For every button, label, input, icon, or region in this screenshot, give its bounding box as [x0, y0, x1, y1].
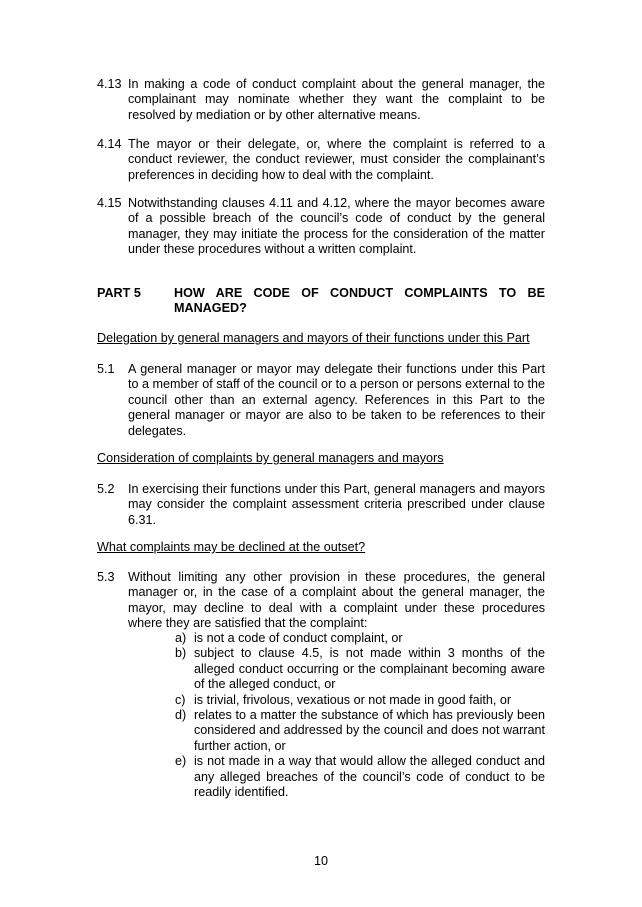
subheading-declined: What complaints may be declined at the outset?	[97, 540, 366, 554]
list-item-letter: c)	[175, 692, 186, 707]
part-heading	[97, 286, 545, 317]
list-item-letter: d)	[175, 708, 187, 723]
clause-5-1	[97, 362, 545, 439]
part-number: PART 5	[97, 286, 141, 300]
clause-text: The mayor or their delegate, or, where the complaint is referred to a conduct reviewer, the conduct reviewer, must consider the complainant’s preferences in deciding how to deal with the complaint.	[128, 137, 545, 182]
list-item-text: is trivial, frivolous, vexatious or not made in good faith, or	[194, 692, 512, 707]
subheading-consideration: Consideration of complaints by general managers and mayors	[97, 451, 444, 465]
list-item	[175, 754, 545, 800]
clause-number: 5.1	[97, 362, 115, 376]
clause-text: Notwithstanding clauses 4.11 and 4.12, where the mayor becomes aware of a possible breach of the council’s code of conduct by the general manager, they may initiate the process for the consideration of the matter under these procedures without a written complaint.	[128, 196, 545, 257]
clause-text: In making a code of conduct complaint about the general manager, the complainant may nominate whether they want the complaint to be resolved by mediation or by other alternative means.	[128, 77, 545, 122]
clause-number: 4.15	[97, 196, 122, 210]
list-item-letter: e)	[175, 754, 187, 769]
clause-text: A general manager or mayor may delegate their functions under this Part to a member of staff of the council or to a person or persons external to the council other than an external agency. References in this Part to the general manager or mayor are also to be taken to be references to their delegates.	[128, 362, 545, 438]
list-item-text: is not a code of conduct complaint, or	[194, 631, 403, 645]
list-item	[175, 646, 545, 692]
clause-4-15	[97, 196, 545, 258]
clause-number: 4.14	[97, 137, 122, 151]
list-item-letter: b)	[175, 646, 187, 661]
list-item-text: is not made in a way that would allow the alleged conduct and any alleged breaches of the council’s code of conduct to be readily identified.	[194, 754, 545, 800]
clause-text: Without limiting any other provision in these procedures, the general manager or, in the case of a complaint about the general manager, the mayor, may decline to deal with a complaint under these procedures where they are satisfied that the complaint:	[128, 570, 545, 631]
clause-number: 5.3	[97, 570, 115, 584]
clause-text: In exercising their functions under this Part, general managers and mayors may consider the complaint assessment criteria prescribed under clause 6.31.	[128, 482, 545, 527]
clause-5-3	[97, 570, 545, 632]
clause-number: 5.2	[97, 482, 115, 496]
part-title: HOW ARE CODE OF CONDUCT COMPLAINTS TO BE MANAGED?	[174, 286, 545, 316]
list-item-text: relates to a matter the substance of which has previously been considered and addressed by the council and does not warrant further action, or	[194, 708, 545, 753]
list-item-text: subject to clause 4.5, is not made within 3 months of the alleged conduct occurring or the complainant becoming aware of the alleged conduct, or	[194, 646, 545, 692]
decline-criteria-list	[175, 631, 545, 800]
clause-5-2	[97, 482, 545, 528]
list-item	[175, 708, 545, 754]
list-item-letter: a)	[175, 631, 187, 645]
clause-number: 4.13	[97, 77, 122, 91]
clause-4-14	[97, 137, 545, 183]
page-number: 10	[313, 854, 328, 868]
list-item	[175, 693, 545, 708]
clause-4-13	[97, 77, 545, 123]
subheading-delegation: Delegation by general managers and mayors of their functions under this Part	[97, 331, 530, 345]
list-item	[175, 631, 545, 646]
